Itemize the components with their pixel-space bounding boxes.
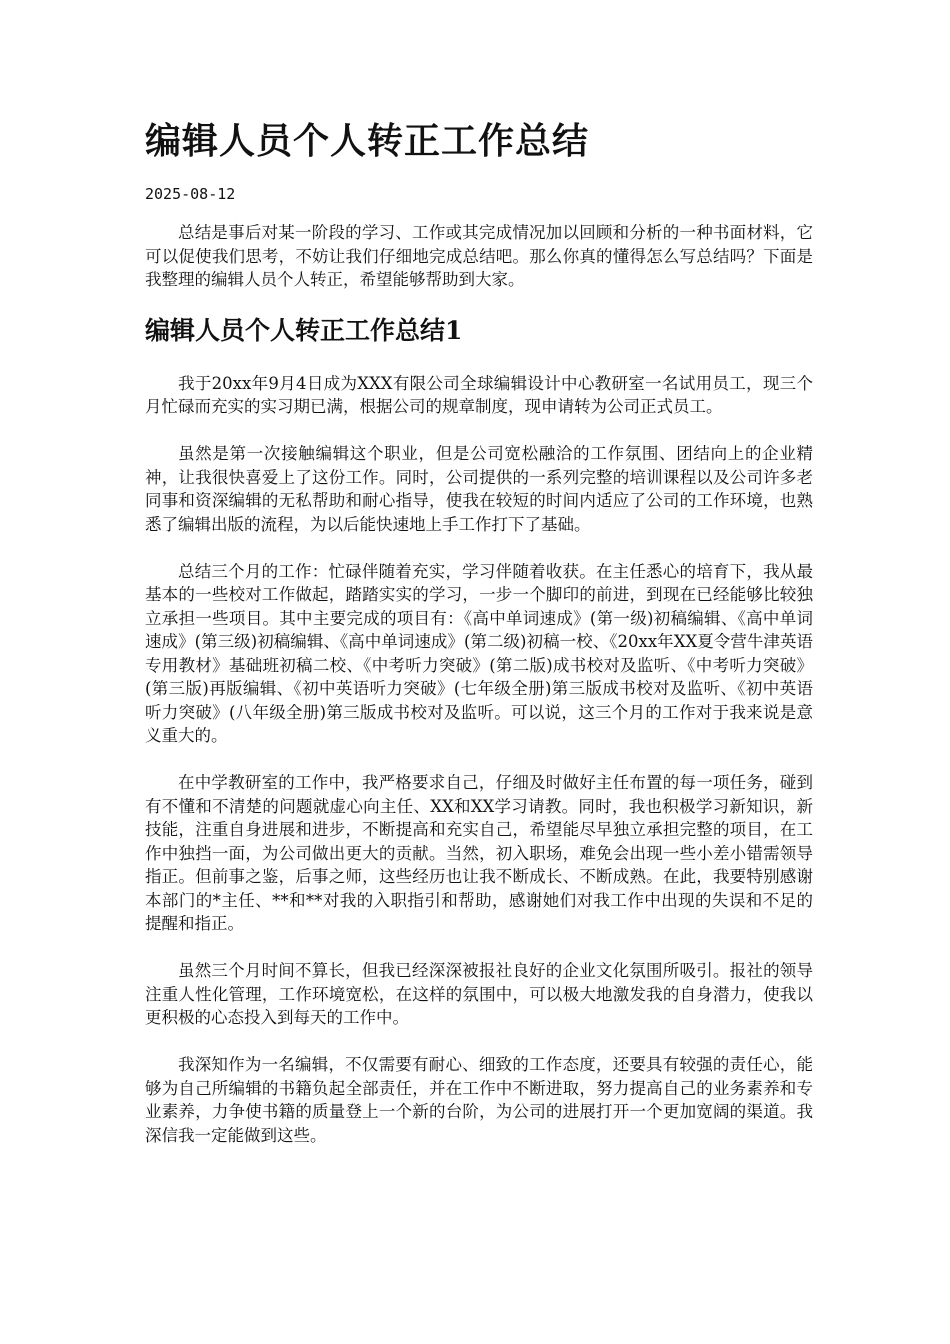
body-paragraph-1: 我于20xx年9月4日成为XXX有限公司全球编辑设计中心教研室一名试用员工，现三个月忙碌而充实的实习期已满，根据公司的规章制度，现申请转为公司正式员工。 (145, 373, 813, 416)
document-title: 编辑人员个人转正工作总结 (145, 120, 590, 162)
body-paragraph-6: 我深知作为一名编辑，不仅需要有耐心、细致的工作态度，还要具有较强的责任心，能够为自己所编辑的书籍负起全部责任，并在工作中不断进取，努力提高自己的业务素养和专业素养，力争使书籍的质量登上一个新的台阶，为公司的进展打开一个更加宽阔的渠道。我深信我一定能做到这些。 (145, 1055, 813, 1145)
body-paragraph-2: 虽然是第一次接触编辑这个职业，但是公司宽松融洽的工作氛围、团结向上的企业精神，让我很快喜爱上了这份工作。同时，公司提供的一系列完整的培训课程以及公司许多老同事和资深编辑的无私帮助和耐心指导，使我在较短的时间内适应了公司的工作环境，也熟悉了编辑出版的流程，为以后能快速地上手工作打下了基础。 (145, 444, 813, 534)
intro-section (145, 221, 813, 292)
section-heading: 编辑人员个人转正工作总结1 (145, 315, 463, 345)
document-page (145, 118, 813, 1147)
document-date: 2025-08-12 (145, 185, 236, 203)
body-paragraph-4: 在中学教研室的工作中，我严格要求自己，仔细及时做好主任布置的每一项任务，碰到有不懂和不清楚的问题就虚心向主任、XX和XX学习请教。同时，我也积极学习新知识，新技能，注重自身进展和进步，不断提高和充实自己，希望能尽早独立承担完整的项目，在工作中独挡一面，为公司做出更大的贡献。当然，初入职场，难免会出现一些小差小错需领导指正。但前事之鉴，后事之师，这些经历也让我不断成长、不断成熟。在此，我要特别感谢本部门的*主任、**和**对我的入职指引和帮助，感谢她们对我工作中出现的失误和不足的提醒和指正。 (145, 773, 813, 933)
body-paragraph-5: 虽然三个月时间不算长，但我已经深深被报社良好的企业文化氛围所吸引。报社的领导注重人性化管理，工作环境宽松，在这样的氛围中，可以极大地激发我的自身潜力，使我以更积极的心态投入到每天的工作中。 (145, 961, 813, 1027)
section-body (145, 372, 813, 1148)
body-paragraph-3: 总结三个月的工作：忙碌伴随着充实，学习伴随着收获。在主任悉心的培育下，我从最基本的一些校对工作做起，踏踏实实的学习，一步一个脚印的前进，到现在已经能够比较独立承担一些项目。其中主要完成的项目有：《高中单词速成》(第一级)初稿编辑、《高中单词速成》(第三级)初稿编辑、《高中单词速成》(第二级)初稿一校、《20xx年XX夏令营牛津英语专用教材》基础班初稿二校、《中考听力突破》(第二版)成书校对及监听、《中考听力突破》(第三版)再版编辑、《初中英语听力突破》(七年级全册)第三版成书校对及监听、《初中英语听力突破》(八年级全册)第三版成书校对及监听。可以说，这三个月的工作对于我来说是意义重大的。 (145, 561, 813, 745)
intro-paragraph: 总结是事后对某一阶段的学习、工作或其完成情况加以回顾和分析的一种书面材料，它可以促使我们思考，不妨让我们仔细地完成总结吧。那么你真的懂得怎么写总结吗？下面是我整理的编辑人员个人转正，希望能够帮助到大家。 (145, 223, 813, 289)
